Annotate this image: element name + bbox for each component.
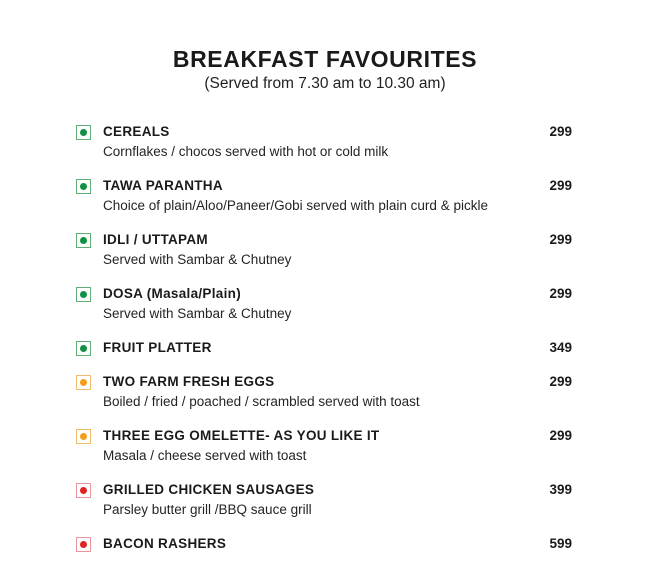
item-price: 349: [549, 340, 572, 355]
item-description: Parsley butter grill /BBQ sauce grill: [103, 502, 312, 517]
diet-icon: [76, 429, 91, 444]
item-price: 299: [549, 286, 572, 301]
item-description: Boiled / fried / poached / scrambled served with toast: [103, 394, 420, 409]
item-description: Choice of plain/Aloo/Paneer/Gobi served with plain curd & pickle: [103, 198, 488, 213]
item-text: [103, 178, 572, 214]
diet-icon: [76, 287, 91, 302]
menu-item: [76, 428, 572, 464]
item-description: Served with Sambar & Chutney: [103, 252, 292, 267]
menu-item: [76, 286, 572, 322]
item-price: 599: [549, 536, 572, 551]
item-name: TAWA PARANTHA: [103, 178, 223, 193]
menu-item: [76, 536, 572, 552]
item-text: [103, 232, 572, 268]
item-name: FRUIT PLATTER: [103, 340, 212, 355]
item-name: IDLI / UTTAPAM: [103, 232, 208, 247]
menu-item: [76, 232, 572, 268]
item-price: 299: [549, 232, 572, 247]
diet-icon: [76, 179, 91, 194]
item-head: [103, 232, 572, 248]
item-text: [103, 340, 572, 356]
menu-header: [0, 0, 650, 94]
item-description: Cornflakes / chocos served with hot or cold milk: [103, 144, 389, 159]
item-price: 399: [549, 482, 572, 497]
menu-item: [76, 340, 572, 356]
menu-subtitle: (Served from 7.30 am to 10.30 am): [204, 75, 446, 92]
item-text: [103, 374, 572, 410]
item-description: Masala / cheese served with toast: [103, 448, 307, 463]
item-head: [103, 124, 572, 140]
item-price: 299: [549, 374, 572, 389]
diet-icon: [76, 375, 91, 390]
menu-item: [76, 124, 572, 160]
item-head: [103, 286, 572, 302]
item-text: [103, 124, 572, 160]
item-text: [103, 536, 572, 552]
diet-icon: [76, 341, 91, 356]
item-price: 299: [549, 124, 572, 139]
item-head: [103, 428, 572, 444]
item-head: [103, 536, 572, 552]
item-name: DOSA (Masala/Plain): [103, 286, 241, 301]
diet-icon: [76, 537, 91, 552]
menu-title: BREAKFAST FAVOURITES: [172, 46, 478, 72]
item-name: BACON RASHERS: [103, 536, 227, 551]
item-head: [103, 482, 572, 498]
menu-item: [76, 178, 572, 214]
item-price: 299: [549, 428, 572, 443]
item-name: CEREALS: [103, 124, 170, 139]
item-text: [103, 482, 572, 518]
diet-icon: [76, 125, 91, 140]
item-name: THREE EGG OMELETTE- AS YOU LIKE IT: [103, 428, 380, 443]
item-name: TWO FARM FRESH EGGS: [103, 374, 275, 389]
menu-list: [0, 124, 650, 552]
item-head: [103, 340, 572, 356]
item-description: Served with Sambar & Chutney: [103, 306, 292, 321]
item-price: 299: [549, 178, 572, 193]
item-text: [103, 286, 572, 322]
item-text: [103, 428, 572, 464]
item-head: [103, 374, 572, 390]
item-name: GRILLED CHICKEN SAUSAGES: [103, 482, 315, 497]
item-head: [103, 178, 572, 194]
diet-icon: [76, 483, 91, 498]
menu-item: [76, 482, 572, 518]
diet-icon: [76, 233, 91, 248]
menu-item: [76, 374, 572, 410]
